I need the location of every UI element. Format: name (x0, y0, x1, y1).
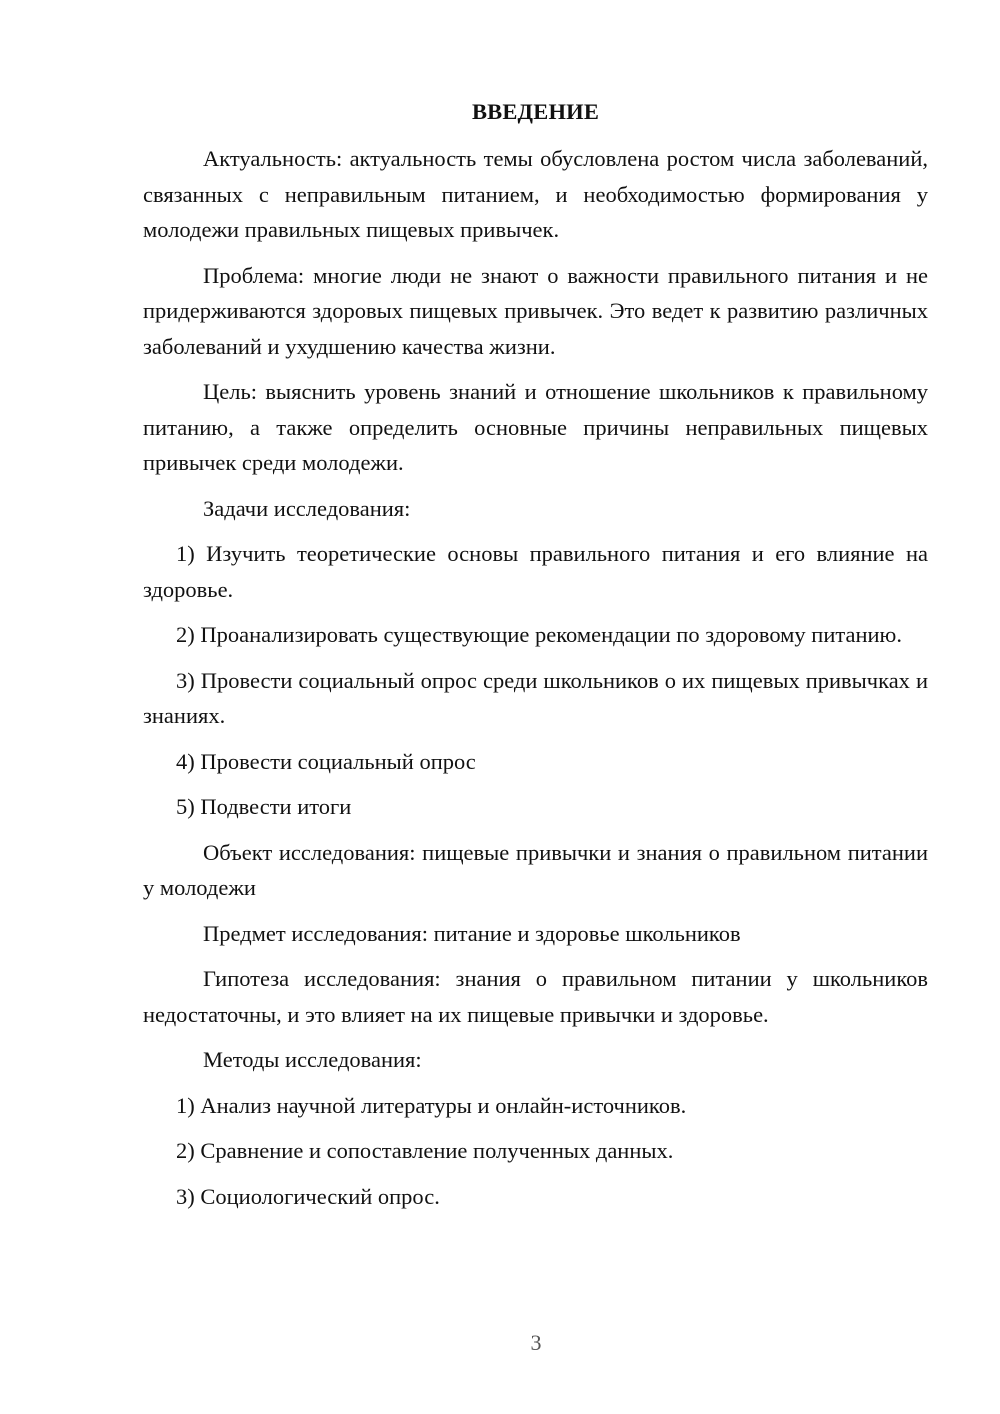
page-body (143, 94, 928, 1224)
problem-paragraph: Проблема: многие люди не знают о важности правильного питания и не придерживаются здоровых пищевых привычек. Это ведет к развитию различных заболеваний и ухудшению качества жизни. (143, 262, 928, 359)
task-item-1: 1) Изучить теоретические основы правильного питания и его влияние на здоровье. (143, 541, 928, 602)
relevance-paragraph: Актуальность: актуальность темы обусловлена ростом числа заболеваний, связанных с неправильным питанием, и необходимостью формирования у молодежи правильных пищевых привычек. (143, 146, 928, 242)
section-title: ВВЕДЕНИЕ (471, 99, 600, 124)
object-paragraph: Объект исследования: пищевые привычки и знания о правильном питании у молодежи (143, 839, 928, 900)
method-item-3: 3) Социологический опрос. (176, 1183, 440, 1209)
goal-paragraph: Цель: выяснить уровень знаний и отношение школьников к правильному питанию, а также определить основные причины неправильных пищевых привычек среди молодежи. (143, 379, 928, 475)
hypothesis-paragraph: Гипотеза исследования: знания о правильном питании у школьников недостаточны, и это влияет на их пищевые привычки и здоровье. (143, 966, 928, 1027)
method-item-1: 1) Анализ научной литературы и онлайн-источников. (176, 1092, 687, 1118)
method-item-2: 2) Сравнение и сопоставление полученных данных. (176, 1138, 674, 1163)
tasks-heading: Задачи исследования: (203, 495, 411, 521)
subject-paragraph: Предмет исследования: питание и здоровье школьников (203, 920, 741, 946)
methods-heading: Методы исследования: (203, 1047, 422, 1072)
task-item-5: 5) Подвести итоги (176, 794, 352, 819)
task-item-2: 2) Проанализировать существующие рекомендации по здоровому питанию. (176, 622, 902, 647)
task-item-4: 4) Провести социальный опрос (176, 748, 476, 774)
page-number: 3 (530, 1330, 542, 1355)
task-item-3: 3) Провести социальный опрос среди школьников о их пищевых привычках и знаниях. (143, 667, 928, 728)
